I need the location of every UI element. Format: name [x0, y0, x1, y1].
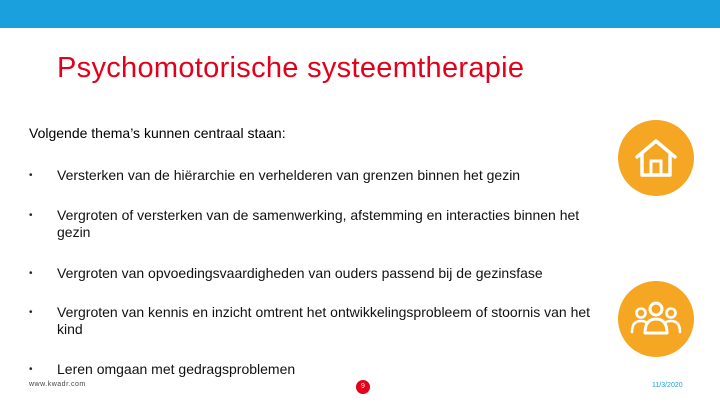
footer-date: 11/3/2020: [652, 382, 683, 389]
list-item: [29, 207, 609, 241]
list-item: [29, 361, 295, 378]
bullet-text: Vergroten van kennis en inzicht omtrent het ontwikkelingsprobleem of stoornis van het kind: [57, 304, 591, 337]
list-item: [29, 265, 543, 282]
home-icon: [633, 137, 679, 179]
slide-title: Psychomotorische systeemtherapie: [57, 52, 525, 84]
people-group-icon: [630, 299, 682, 339]
top-bar: [0, 0, 720, 28]
footer-url: www.kwadr.com: [29, 381, 86, 388]
home-icon-badge: [618, 120, 694, 196]
bullet-marker: •: [29, 268, 33, 279]
bullet-text: Vergroten van opvoedingsvaardigheden van ouders passend bij de gezinsfase: [57, 265, 543, 281]
bullet-marker: •: [29, 364, 33, 375]
page-number: 9: [356, 380, 370, 394]
bullet-text: Vergroten of versterken van de samenwerking, afstemming en interacties binnen het gezin: [57, 207, 580, 240]
bullet-marker: •: [29, 307, 33, 318]
people-group-icon-badge: [618, 281, 694, 357]
list-item: [29, 304, 609, 338]
bullet-marker: •: [29, 170, 33, 181]
bullet-marker: •: [29, 210, 33, 221]
bullet-text: Leren omgaan met gedragsproblemen: [57, 361, 296, 377]
list-item: [29, 167, 520, 184]
bullet-text: Versterken van de hiërarchie en verhelderen van grenzen binnen het gezin: [57, 167, 521, 183]
intro-text: Volgende thema’s kunnen centraal staan:: [29, 125, 286, 141]
